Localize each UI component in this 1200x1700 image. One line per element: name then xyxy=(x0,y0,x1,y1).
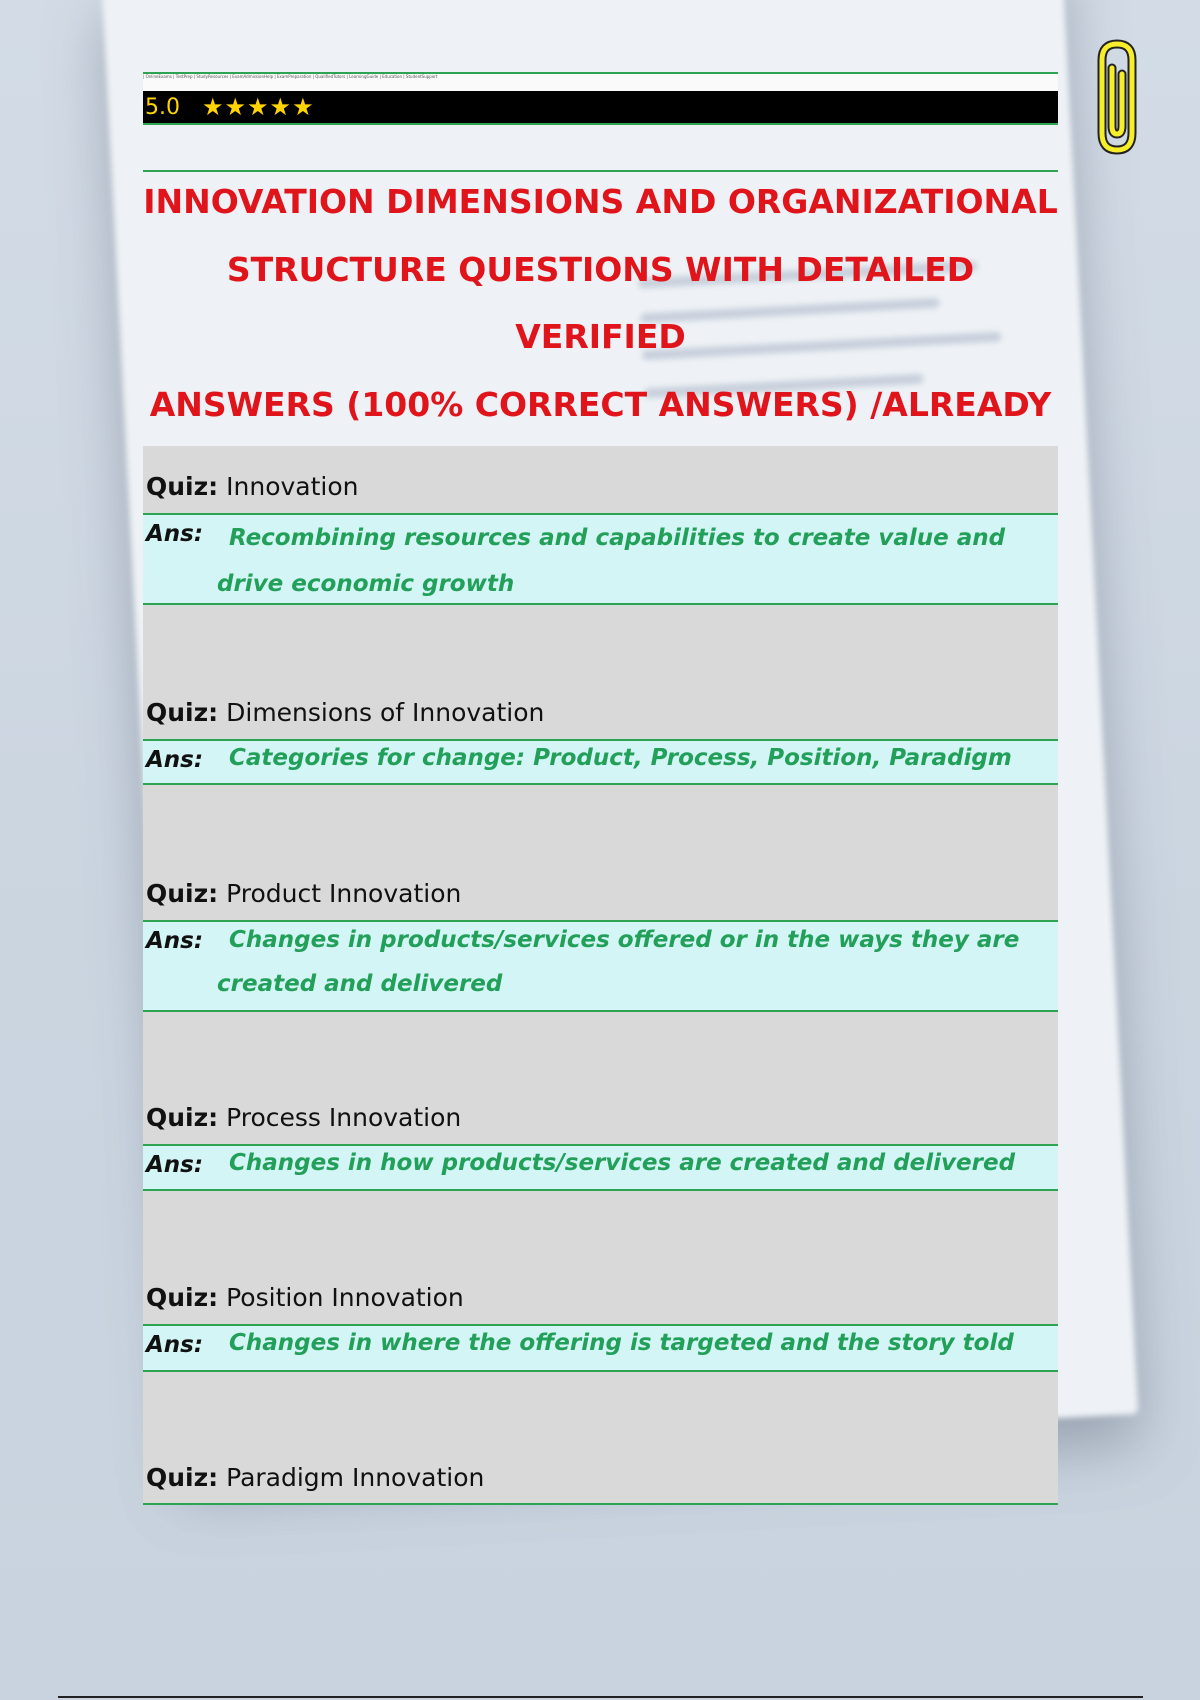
answer-row xyxy=(143,1324,1058,1372)
quiz-row xyxy=(143,1191,1058,1324)
footer-rule xyxy=(58,1696,1143,1698)
quiz-label: Quiz: xyxy=(146,879,219,908)
quiz-row xyxy=(143,1372,1058,1504)
quiz-row xyxy=(143,1012,1058,1144)
paperclip-icon xyxy=(1088,38,1146,156)
quiz-label: Quiz: xyxy=(146,472,219,501)
quiz-text: Process Innovation xyxy=(226,1103,462,1132)
quiz-row xyxy=(143,446,1058,513)
quiz-label: Quiz: xyxy=(146,698,219,727)
answer-text: Changes in products/services offered or in the ways they are created and delivered xyxy=(217,927,1020,997)
quiz-row xyxy=(143,785,1058,920)
answer-row xyxy=(143,1144,1058,1191)
quiz-line xyxy=(146,698,544,727)
quiz-text: Product Innovation xyxy=(226,879,462,908)
answer-label: Ans: xyxy=(146,928,204,954)
answer-text: Changes in how products/services are created and delivered xyxy=(229,1150,1016,1176)
quiz-label: Quiz: xyxy=(146,1103,219,1132)
quiz-text: Innovation xyxy=(226,472,359,501)
quiz-line xyxy=(146,879,461,908)
answer-label: Ans: xyxy=(146,521,204,547)
quiz-line xyxy=(146,1103,461,1132)
title-line: INNOVATION DIMENSIONS AND ORGANIZATIONAL xyxy=(143,182,1058,221)
answer-label: Ans: xyxy=(146,747,204,773)
quiz-label: Quiz: xyxy=(146,1463,219,1492)
title-line: STRUCTURE QUESTIONS WITH DETAILED VERIFIED xyxy=(226,249,975,356)
quiz-text: Position Innovation xyxy=(226,1283,464,1312)
quiz-text: Paradigm Innovation xyxy=(226,1463,485,1492)
answer-label: Ans: xyxy=(146,1152,204,1178)
quiz-text: Dimensions of Innovation xyxy=(226,698,545,727)
quiz-line xyxy=(146,472,359,501)
rating-bar xyxy=(143,91,1058,125)
answer-text: Recombining resources and capabilities to create value and drive economic growth xyxy=(217,525,1006,597)
header-meta-text: | OnlineExams | TestPrep | StudyResources | ExamAdmissionHelp | ExamPreparation | QualifiedTutors | LearningGuide | Education | StudentSupport xyxy=(143,72,1058,92)
answer-row xyxy=(143,513,1058,605)
quiz-line xyxy=(146,1463,484,1492)
bottom-rule xyxy=(143,1503,1058,1505)
quiz-line xyxy=(146,1283,464,1312)
title-line: ANSWERS (100% CORRECT ANSWERS) /ALREADY xyxy=(149,384,1052,424)
answer-text: Categories for change: Product, Process, Position, Paradigm xyxy=(229,745,1012,771)
answer-text: Changes in where the offering is targeted and the story told xyxy=(229,1330,1014,1356)
answer-label: Ans: xyxy=(146,1332,204,1358)
quiz-label: Quiz: xyxy=(146,1283,219,1312)
quiz-row xyxy=(143,605,1058,739)
rating-value: 5.0 xyxy=(145,94,180,120)
answer-row xyxy=(143,920,1058,1012)
answer-row xyxy=(143,739,1058,785)
rating-stars: ★★★★★ xyxy=(202,93,315,121)
